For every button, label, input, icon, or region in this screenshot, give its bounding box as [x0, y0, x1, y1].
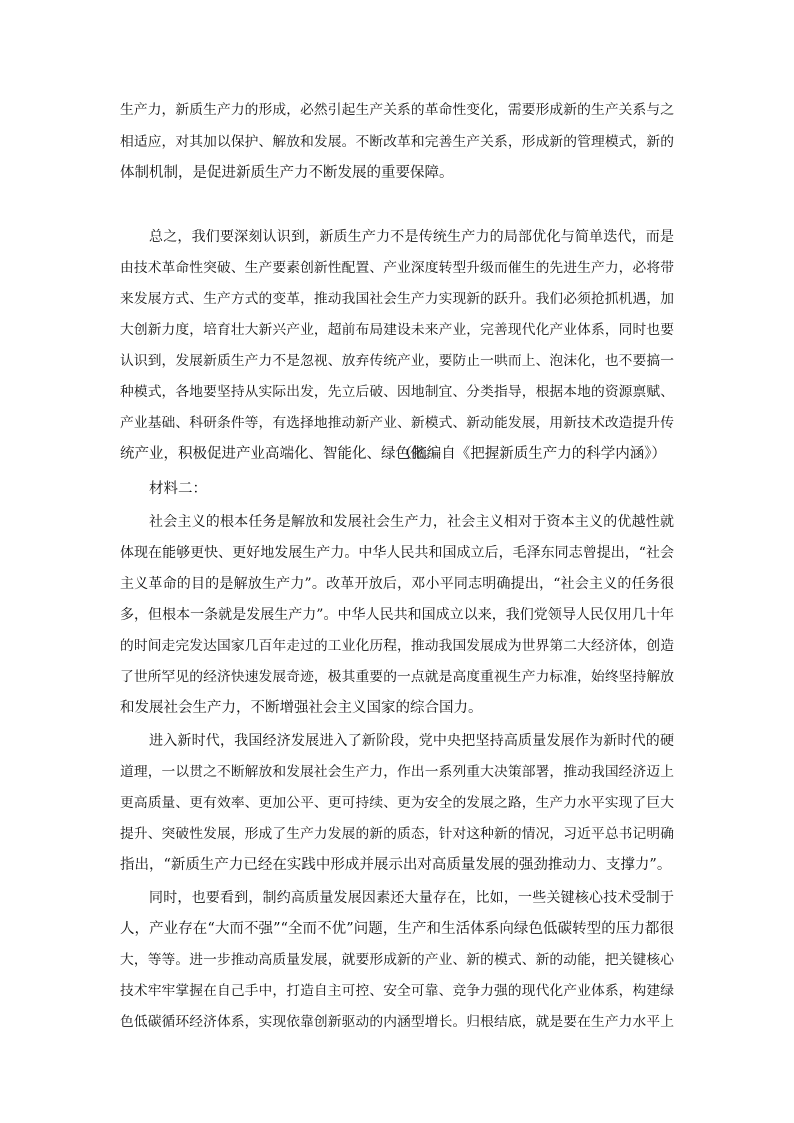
text-line: 和发展社会生产力，不断增强社会主义国家的综合国力。	[120, 700, 483, 716]
text-line: 更高质量、更有效率、更加公平、更可持续、更为安全的发展之路，生产力水平实现了巨大	[120, 795, 674, 811]
text-line: 总之，我们要深刻认识到，新质生产力不是传统生产力的局部优化与简单迭代，而是	[149, 229, 674, 245]
text-line: 道理，一以贯之不断解放和发展社会生产力，作出一系列重大决策部署，推动我国经济迈上	[120, 764, 674, 780]
text-line: 的时间走完发达国家几百年走过的工业化历程，推动我国发展成为世界第二大经济体，创造	[120, 638, 674, 654]
text-line: 来发展方式、生产方式的变革，推动我国社会生产力实现新的跃升。我们必须抢抓机遇，加	[120, 291, 674, 307]
text-line: 种模式，各地要坚持从实际出发，先立后破、因地制宜、分类指导，根据本地的资源禀赋、	[120, 384, 674, 400]
text-line: 体现在能够更快、更好地发展生产力。中华人民共和国成立后，毛泽东同志曾提出，“社会	[120, 545, 674, 561]
text-line: 相适应，对其加以保护、解放和发展。不断改革和完善生产关系，形成新的管理模式，新的	[120, 134, 674, 150]
text-line: 统产业，积极促进产业高端化、智能化、绿色化。	[120, 446, 439, 462]
text-line: 人，产业存在“大而不强”“全而不优”问题，生产和生活体系向绿色低碳转型的压力都很	[120, 921, 674, 937]
text-line: 指出，“新质生产力已经在实践中形成并展示出对高质量发展的强劲推动力、支撑力”。	[120, 857, 672, 873]
text-line: 了世所罕见的经济快速发展奇迹，极其重要的一点就是高度重视生产力标准，始终坚持解放	[120, 669, 674, 685]
text-line: 技术牢牢掌握在自己手中，打造自主可控、安全可靠、竞争力强的现代化产业体系，构建绿	[120, 983, 674, 999]
text-line: 主义革命的目的是解放生产力”。改革开放后，邓小平同志明确提出，“社会主义的任务很	[120, 576, 674, 592]
text-line: 体制机制，是促进新质生产力不断发展的重要保障。	[120, 165, 454, 181]
text-line: 提升、突破性发展，形成了生产力发展的新的质态，针对这种新的情况，习近平总书记明确	[120, 826, 674, 842]
text-line: 色低碳循环经济体系，实现依靠创新驱动的内涵型增长。归根结底，就是要在生产力水平上	[120, 1014, 674, 1030]
text-line: 社会主义的根本任务是解放和发展社会生产力，社会主义相对于资本主义的优越性就	[149, 514, 674, 530]
text-line: 生产力，新质生产力的形成，必然引起生产关系的革命性变化，需要形成新的生产关系与之	[120, 102, 674, 118]
text-line: 多，但根本一条就是发展生产力”。中华人民共和国成立以来，我们党领导人民仅用几十年	[120, 607, 674, 623]
text-line: 由技术革命性突破、生产要素创新性配置、产业深度转型升级而催生的先进生产力，必将带	[120, 260, 674, 276]
text-line: 进入新时代，我国经济发展进入了新阶段，党中央把坚持高质量发展作为新时代的硬	[149, 733, 674, 749]
text-line: 大，等等。进一步推动高质量发展，就要形成新的产业、新的模式、新的动能，把关键核心	[120, 952, 674, 968]
source-citation: （摘编自《把握新质生产力的科学内涵》）	[397, 446, 666, 462]
material-label: 材料二：	[149, 481, 207, 497]
text-line: 同时，也要看到，制约高质量发展因素还大量存在，比如，一些关键核心技术受制于	[149, 890, 674, 906]
text-line: 认识到，发展新质生产力不是忽视、放弃传统产业，要防止一哄而上、泡沫化，也不要搞一	[120, 353, 674, 369]
text-line: 产业基础、科研条件等，有选择地推动新产业、新模式、新动能发展，用新技术改造提升传	[120, 415, 674, 431]
text-line: 大创新力度，培育壮大新兴产业，超前布局建设未来产业，完善现代化产业体系，同时也要	[120, 322, 674, 338]
